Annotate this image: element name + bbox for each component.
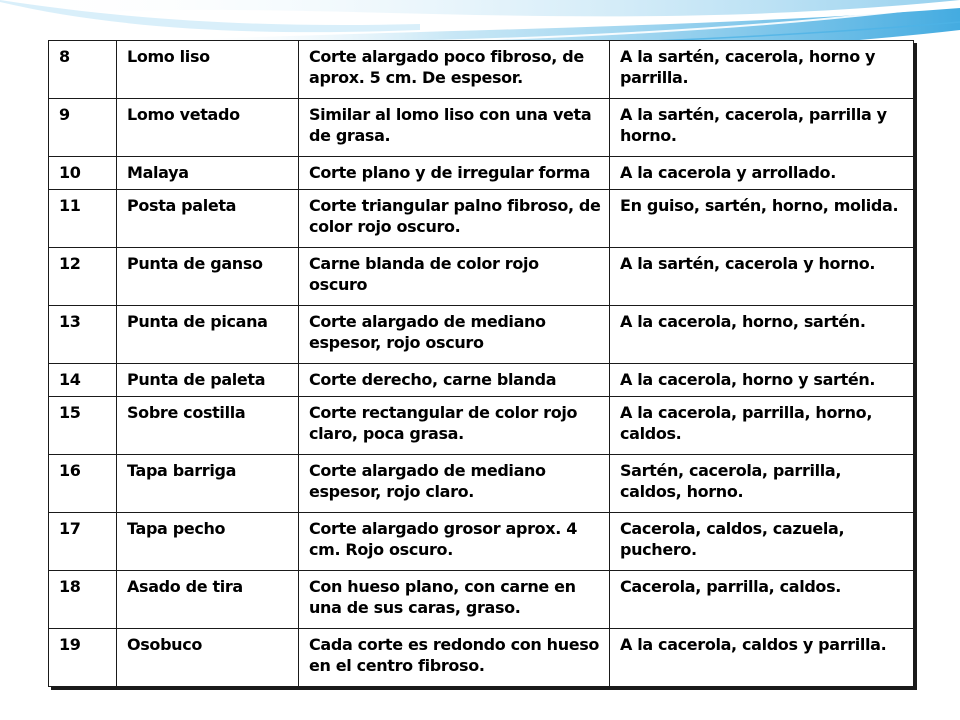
cut-use-cell: A la cacerola, horno, sartén.	[610, 305, 914, 363]
cut-description-cell: Corte alargado de mediano espesor, rojo oscuro	[299, 305, 610, 363]
cut-number-cell: 16	[49, 454, 117, 512]
cut-use-cell: A la sartén, cacerola, horno y parrilla.	[610, 41, 914, 99]
cut-name-cell: Lomo vetado	[117, 99, 299, 157]
cut-name-cell: Tapa barriga	[117, 454, 299, 512]
table-row	[49, 99, 914, 157]
cut-use-cell: A la cacerola, caldos y parrilla.	[610, 628, 914, 686]
cut-number-cell: 10	[49, 157, 117, 190]
table-row	[49, 41, 914, 99]
cut-use-cell: A la cacerola y arrollado.	[610, 157, 914, 190]
table-row	[49, 247, 914, 305]
cut-name-cell: Posta paleta	[117, 189, 299, 247]
cut-number-cell: 19	[49, 628, 117, 686]
cut-name-cell: Sobre costilla	[117, 396, 299, 454]
table-row	[49, 189, 914, 247]
cut-number-cell: 8	[49, 41, 117, 99]
cut-use-cell: A la cacerola, parrilla, horno, caldos.	[610, 396, 914, 454]
cut-use-cell: Sartén, cacerola, parrilla, caldos, horno.	[610, 454, 914, 512]
cut-number-cell: 13	[49, 305, 117, 363]
cut-number-cell: 18	[49, 570, 117, 628]
cut-use-cell: A la sartén, cacerola y horno.	[610, 247, 914, 305]
cut-name-cell: Punta de picana	[117, 305, 299, 363]
cut-name-cell: Asado de tira	[117, 570, 299, 628]
cut-description-cell: Similar al lomo liso con una veta de grasa.	[299, 99, 610, 157]
table-row	[49, 305, 914, 363]
cut-name-cell: Tapa pecho	[117, 512, 299, 570]
table-row	[49, 454, 914, 512]
cut-description-cell: Corte triangular palno fibroso, de color rojo oscuro.	[299, 189, 610, 247]
cut-use-cell: A la sartén, cacerola, parrilla y horno.	[610, 99, 914, 157]
cut-description-cell: Cada corte es redondo con hueso en el centro fibroso.	[299, 628, 610, 686]
cut-use-cell: Cacerola, caldos, cazuela, puchero.	[610, 512, 914, 570]
cut-name-cell: Malaya	[117, 157, 299, 190]
table-body	[49, 41, 914, 687]
cut-description-cell: Corte rectangular de color rojo claro, poca grasa.	[299, 396, 610, 454]
cut-number-cell: 17	[49, 512, 117, 570]
cut-number-cell: 15	[49, 396, 117, 454]
cut-use-cell: Cacerola, parrilla, caldos.	[610, 570, 914, 628]
cut-number-cell: 12	[49, 247, 117, 305]
cut-description-cell: Corte alargado grosor aprox. 4 cm. Rojo oscuro.	[299, 512, 610, 570]
table-row	[49, 396, 914, 454]
cut-number-cell: 14	[49, 363, 117, 396]
swoosh-band	[0, 0, 960, 20]
table-row	[49, 157, 914, 190]
cut-use-cell: A la cacerola, horno y sartén.	[610, 363, 914, 396]
table-row	[49, 512, 914, 570]
cut-description-cell: Corte derecho, carne blanda	[299, 363, 610, 396]
cut-description-cell: Carne blanda de color rojo oscuro	[299, 247, 610, 305]
cut-description-cell: Corte plano y de irregular forma	[299, 157, 610, 190]
cut-name-cell: Punta de paleta	[117, 363, 299, 396]
cut-description-cell: Corte alargado poco fibroso, de aprox. 5 cm. De espesor.	[299, 41, 610, 99]
meat-cuts-table	[48, 40, 914, 687]
table-row	[49, 363, 914, 396]
cut-number-cell: 9	[49, 99, 117, 157]
cut-use-cell: En guiso, sartén, horno, molida.	[610, 189, 914, 247]
cut-name-cell: Osobuco	[117, 628, 299, 686]
cut-description-cell: Corte alargado de mediano espesor, rojo claro.	[299, 454, 610, 512]
cut-number-cell: 11	[49, 189, 117, 247]
table-row	[49, 628, 914, 686]
cut-name-cell: Punta de ganso	[117, 247, 299, 305]
cut-name-cell: Lomo liso	[117, 41, 299, 99]
table-row	[49, 570, 914, 628]
cut-description-cell: Con hueso plano, con carne en una de sus caras, graso.	[299, 570, 610, 628]
